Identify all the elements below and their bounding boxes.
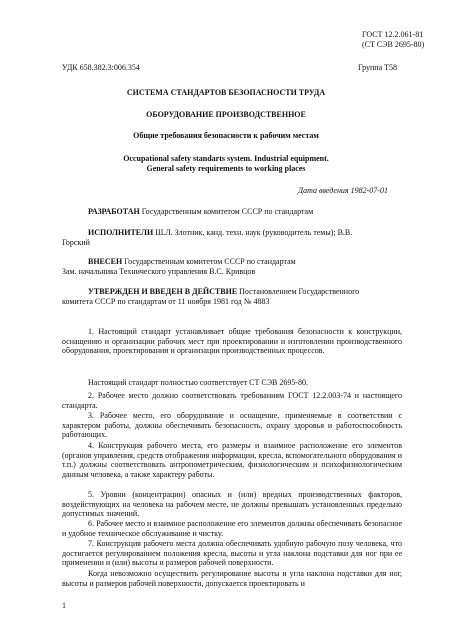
page-number: 1	[62, 601, 66, 610]
approved-text-cont: комитета СССР по стандартам от 11 ноября 1981 год № 4883	[62, 296, 270, 306]
group-code: Группа Т58	[358, 63, 398, 72]
developed-block	[62, 207, 402, 217]
paragraph-6: 6. Рабочее место и взаимное расположение его элементов должны обеспечивать безопасное и удобное техническое обслуживание и чистку.	[62, 519, 402, 538]
subject-title: ОБОРУДОВАНИЕ ПРОИЗВОДСТВЕННОЕ	[146, 110, 306, 119]
approved-text: Постановлением Государственного	[237, 287, 360, 296]
paragraph-8: Когда невозможно осуществить регулирование высоты и угла наклона подставки для ног, высоты и размеров рабочей поверхности, допускается проектировать и	[62, 569, 402, 588]
gost-code: ГОСТ 12.2.061-81	[362, 30, 424, 39]
performers-label: ИСПОЛНИТЕЛИ	[88, 228, 154, 237]
system-title: СИСТЕМА СТАНДАРТОВ БЕЗОПАСНОСТИ ТРУДА	[126, 88, 326, 97]
udk-code: УДК 658.382.3:006.354	[62, 63, 140, 72]
approved-block	[62, 287, 402, 306]
performers-text: Ш.Л. Злотник, канд. техн. наук (руководитель темы); В.В.	[153, 228, 353, 237]
paragraph-3: 3. Рабочее место, его оборудование и оснащение, применяемые в соответствии с характером работы, должны обеспечивать безопасность, охрану здоровья и работоспособность работающих.	[62, 411, 402, 439]
submitted-label: ВНЕСЕН	[88, 257, 123, 266]
paragraph-5: 5. Уровни (концентрации) опасных и (или) вредных производственных факторов, воздействующих на человека на рабочем месте, не должны превышать установленных предельно допустимых значений.	[62, 490, 402, 518]
st-sev-code: (СТ СЭВ 2695-80)	[362, 40, 425, 49]
introduction-date: Дата введения 1982-07-01	[298, 186, 388, 195]
submitted-line2: Зам. начальника Технического управления В.С. Кривцов	[62, 266, 256, 276]
paragraph-2: 2. Рабочее место должно соответствовать требованиям ГОСТ 12.2.003-74 и настоящего стандарта.	[62, 391, 402, 410]
submitted-block	[62, 257, 402, 276]
developed-text: Государственным комитетом СССР по стандартам	[139, 207, 314, 216]
performers-block	[62, 228, 402, 247]
subtitle-en-line2: General safety requirements to working places	[146, 164, 306, 173]
subtitle-ru: Общие требования безопасности к рабочим местам	[133, 131, 319, 140]
approved-label: УТВЕРЖДЕН И ВВЕДЕН В ДЕЙСТВИЕ	[88, 287, 238, 296]
paragraph-7: 7. Конструкция рабочего места должна обеспечивать удобную рабочую позу человека, что достигается регулированием положения кресла, высоты и угла наклона подставки для ног при ее применении и (или) высоты и размеров рабочей поверхности.	[62, 539, 402, 567]
performers-text-cont: Горский	[62, 237, 90, 247]
submitted-text: Государственным комитетом СССР по стандартам	[122, 257, 296, 266]
paragraph-4: 4. Конструкция рабочего места, его размеры и взаимное расположение его элементов (органов управления, средств отображения информации, кресла, вспомогательного оборудования и т.п.) должны соответствовать антропометрическим, физиологическим и психофизиологическим данным человека, а также характеру работы.	[62, 441, 402, 479]
paragraph-1: 1. Настоящий стандарт устанавливает общие требования безопасности к конструкции, оснащению и организации рабочих мест при проектировании и изготовлении производственного оборудования, проектировании и организации производственных процессов.	[62, 327, 402, 355]
subtitle-en-line1: Occupational safety standarts system. Industrial equipment.	[123, 154, 329, 163]
developed-label: РАЗРАБОТАН	[88, 207, 140, 216]
paragraph-full-compliance: Настоящий стандарт полностью соответствует СТ СЭВ 2695-80.	[88, 378, 308, 387]
